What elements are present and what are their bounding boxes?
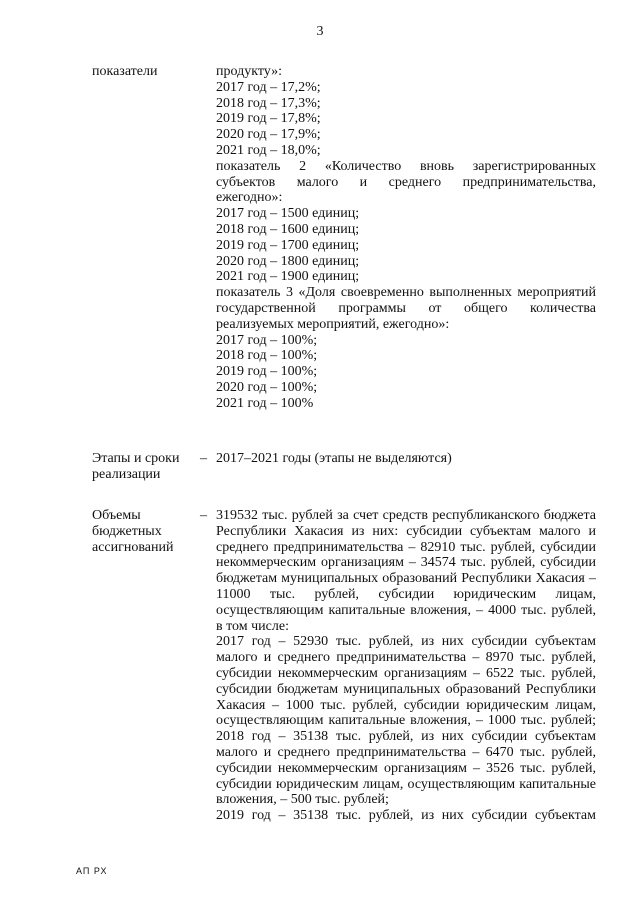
- text-line: Хакасия – 1000 тыс. рублей, субсидии юридическим лицам,: [216, 697, 596, 713]
- text-line: 2020 год – 100%;: [216, 379, 318, 395]
- indicators-content: [216, 64, 596, 412]
- stages-dash: –: [200, 451, 207, 466]
- label-line: ассигнований: [92, 539, 174, 555]
- text-line: осуществляющим капитальные вложения, – 1000 тыс. рублей;: [216, 713, 596, 729]
- text-line: 2018 год – 17,3%;: [216, 95, 321, 111]
- text-line: 2021 год – 18,0%;: [216, 142, 321, 158]
- text-line: 2020 год – 1800 единиц;: [216, 253, 360, 269]
- text-line: 2017 год – 52930 тыс. рублей, из них субсидии субъектам: [216, 634, 596, 650]
- text-line: некоммерческим организациям – 34574 тыс. рублей, субсидии: [216, 555, 596, 571]
- text-line: 2017–2021 годы (этапы не выделяются): [216, 451, 452, 466]
- label-line: реализации: [92, 466, 161, 482]
- budget-dash: –: [200, 508, 207, 523]
- text-line: субсидии юридическим лицам, осуществляющим капитальные: [216, 776, 596, 792]
- text-line: 11000 тыс. рублей, субсидии юридическим лицам,: [216, 586, 596, 602]
- label-line: бюджетных: [92, 523, 162, 539]
- text-line: 2017 год – 1500 единиц;: [216, 206, 360, 222]
- text-line: в том числе:: [216, 618, 289, 634]
- text-line: 2018 год – 1600 единиц;: [216, 221, 360, 237]
- label-budget: [92, 508, 192, 555]
- text-line: показатель 2 «Количество вновь зарегистрированных: [216, 158, 596, 174]
- text-line: бюджетам муниципальных образований Республики Хакасия –: [216, 571, 596, 587]
- text-line: 319532 тыс. рублей за счет средств республиканского бюджета: [216, 508, 596, 523]
- label-line: Объемы: [92, 508, 141, 523]
- text-line: ежегодно»:: [216, 190, 283, 206]
- text-line: 2019 год – 1700 единиц;: [216, 237, 360, 253]
- text-line: Республики Хакасия из них: субсидии субъектам малого и: [216, 523, 596, 539]
- text-line: 2021 год – 100%: [216, 395, 314, 411]
- text-line: показатель 3 «Доля своевременно выполненных мероприятий: [216, 285, 596, 301]
- text-line: 2017 год – 100%;: [216, 332, 318, 348]
- budget-content: [216, 508, 596, 824]
- text-line: 2019 год – 35138 тыс. рублей, из них субсидии субъектам: [216, 808, 596, 824]
- text-line: осуществляющим капитальные вложения, – 4000 тыс. рублей,: [216, 602, 596, 618]
- text-line: 2017 год – 17,2%;: [216, 79, 321, 95]
- label-indicators: показатели: [92, 64, 158, 79]
- text-line: субсидии некоммерческим организациям – 3526 тыс. рублей,: [216, 760, 596, 776]
- footer-mark: АП РХ: [76, 866, 108, 876]
- text-line: 2018 год – 35138 тыс. рублей, из них субсидии субъектам: [216, 729, 596, 745]
- text-line: малого и среднего предпринимательства – 6470 тыс. рублей,: [216, 744, 596, 760]
- label-stages: [92, 451, 192, 483]
- text-line: реализуемых мероприятий, ежегодно»:: [216, 316, 450, 332]
- text-line: среднего предпринимательства – 82910 тыс. рублей, субсидии: [216, 539, 596, 555]
- text-line: вложения, – 500 тыс. рублей;: [216, 792, 389, 808]
- text-line: продукту»:: [216, 64, 283, 79]
- stages-content: [216, 451, 596, 467]
- text-line: малого и среднего предпринимательства – 8970 тыс. рублей,: [216, 650, 596, 666]
- text-line: субсидии бюджетам муниципальных образований Республики: [216, 681, 596, 697]
- label-line: Этапы и сроки: [92, 451, 180, 466]
- text-line: 2021 год – 1900 единиц;: [216, 269, 360, 285]
- text-line: 2019 год – 100%;: [216, 364, 318, 380]
- text-line: субсидии некоммерческим организациям – 6522 тыс. рублей,: [216, 665, 596, 681]
- text-line: субъектов малого и среднего предпринимательства,: [216, 174, 596, 190]
- text-line: 2019 год – 17,8%;: [216, 111, 321, 127]
- text-line: 2020 год – 17,9%;: [216, 127, 321, 143]
- page-number: 3: [316, 24, 324, 39]
- text-line: 2018 год – 100%;: [216, 348, 318, 364]
- text-line: государственной программы от общего количества: [216, 300, 596, 316]
